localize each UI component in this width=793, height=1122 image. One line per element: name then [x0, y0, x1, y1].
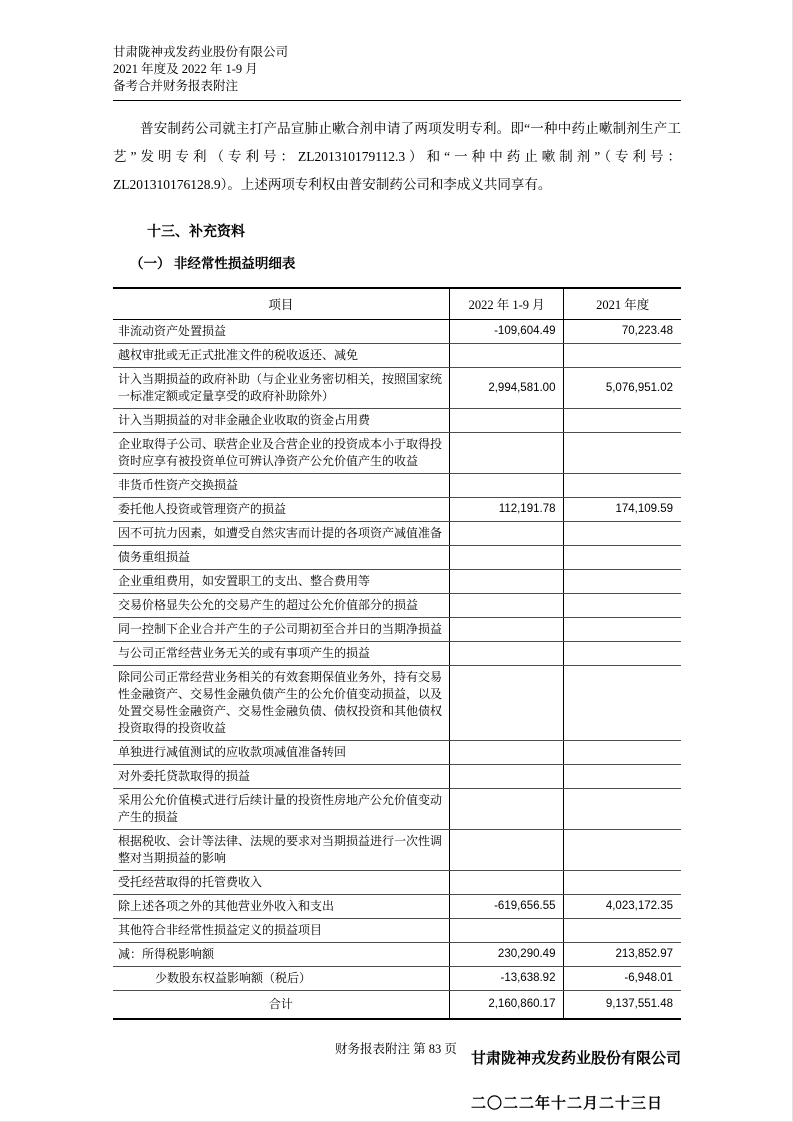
item-cell: 除上述各项之外的其他营业外收入和支出 [113, 895, 449, 919]
value-2022-cell [449, 409, 564, 433]
value-2021-cell [564, 830, 681, 871]
value-2021-cell [564, 344, 681, 368]
value-2022-cell [449, 522, 564, 546]
value-2022-cell [449, 830, 564, 871]
item-cell: 合计 [113, 991, 449, 1020]
subsection-heading: （一） 非经常性损益明细表 [130, 256, 296, 271]
item-cell: 同一控制下企业合并产生的子公司期初至合并日的当期净损益 [113, 618, 449, 642]
value-2021-cell [564, 789, 681, 830]
value-2021-cell [564, 433, 681, 474]
item-cell: 企业取得子公司、联营企业及合营企业的投资成本小于取得投资时应享有被投资单位可辨认净资产公允价值产生的收益 [113, 433, 449, 474]
item-cell: 少数股东权益影响额（税后） [113, 967, 449, 991]
table-row [113, 871, 681, 895]
value-2021-cell: 9,137,551.48 [605, 998, 673, 1010]
value-2022-cell [449, 474, 564, 498]
value-2022-cell: 2,994,581.00 [449, 368, 564, 409]
value-2022-cell: -109,604.49 [449, 320, 564, 344]
value-2022-cell [449, 741, 564, 765]
document-header [113, 44, 681, 95]
table-row [113, 368, 681, 409]
item-cell: 减：所得税影响额 [113, 943, 449, 967]
item-cell: 采用公允价值模式进行后续计量的投资性房地产公允价值变动产生的损益 [113, 789, 449, 830]
page-footer: 财务报表附注 第 83 页 [335, 1042, 457, 1056]
value-2021-cell: 174,109.59 [564, 498, 681, 522]
table-header [113, 288, 681, 320]
value-2021-cell [564, 919, 681, 943]
value-2021-cell: 4,023,172.35 [564, 895, 681, 919]
report-period-header: 2021 年度及 2022 年 1-9 月 [113, 62, 258, 76]
signature-date: 二〇二二年十二月二十三日 [470, 1096, 663, 1112]
value-2021-cell [564, 765, 681, 789]
item-cell: 根据税收、会计等法律、法规的要求对当期损益进行一次性调整对当期损益的影响 [113, 830, 449, 871]
value-2022-cell [449, 789, 564, 830]
item-cell: 单独进行减值测试的应收款项减值准备转回 [113, 741, 449, 765]
table-row [113, 666, 681, 741]
table-row [113, 522, 681, 546]
value-2021-cell [564, 666, 681, 741]
value-2022-cell [449, 570, 564, 594]
table-row [113, 570, 681, 594]
value-2022-cell [449, 546, 564, 570]
table-row [113, 642, 681, 666]
table-row [113, 765, 681, 789]
value-2022-cell [449, 642, 564, 666]
value-2021-cell [564, 594, 681, 618]
table-row [113, 895, 681, 919]
value-2021-cell [564, 474, 681, 498]
value-2021-cell [564, 546, 681, 570]
value-2022-cell: -619,656.55 [449, 895, 564, 919]
value-2021-cell: 70,223.48 [564, 320, 681, 344]
value-2022-cell [449, 919, 564, 943]
table-header-row [113, 288, 681, 320]
table-row [113, 741, 681, 765]
value-2022-cell: -13,638.92 [449, 967, 564, 991]
item-cell: 非流动资产处置损益 [113, 320, 449, 344]
table-row [113, 320, 681, 344]
company-name-header: 甘肃陇神戎发药业股份有限公司 [113, 45, 289, 59]
table-row [113, 967, 681, 991]
report-title-header: 备考合并财务报表附注 [113, 79, 239, 93]
item-cell: 因不可抗力因素，如遭受自然灾害而计提的各项资产减值准备 [113, 522, 449, 546]
value-2021-cell [564, 618, 681, 642]
table-row [113, 789, 681, 830]
signature-company: 甘肃陇神戎发药业股份有限公司 [470, 1051, 681, 1067]
table-row [113, 433, 681, 474]
table-row [113, 594, 681, 618]
value-2022-cell [449, 344, 564, 368]
value-2022-cell [449, 618, 564, 642]
item-cell: 计入当期损益的政府补助（与企业业务密切相关，按照国家统一标准定额或定量享受的政府补助除外） [113, 368, 449, 409]
column-header-2021: 2021 年度 [564, 288, 681, 320]
table-row [113, 409, 681, 433]
table-row [113, 919, 681, 943]
value-2022-cell [449, 594, 564, 618]
value-2022-cell [449, 433, 564, 474]
item-cell: 债务重组损益 [113, 546, 449, 570]
table-body [113, 320, 681, 1020]
column-header-2022: 2022 年 1-9 月 [449, 288, 564, 320]
value-2022-cell [449, 871, 564, 895]
table-row [113, 830, 681, 871]
value-2022-cell: 230,290.49 [449, 943, 564, 967]
item-cell: 受托经营取得的托管费收入 [113, 871, 449, 895]
table-row [113, 498, 681, 522]
table-row [113, 943, 681, 967]
item-cell: 委托他人投资或管理资产的损益 [113, 498, 449, 522]
value-2022-cell: 112,191.78 [449, 498, 564, 522]
patent-paragraph: 普安制药公司就主打产品宣肺止嗽合剂申请了两项发明专利。即“一种中药止嗽制剂生产工艺”发明专利（专利号：ZL201310179112.3）和“一种中药止嗽制剂”（专利号：ZL201310176128.9）。上述两项专利权由普安制药公司和李成义共同享有。 [113, 121, 681, 192]
item-cell: 越权审批或无正式批准文件的税收返还、减免 [113, 344, 449, 368]
value-2021-cell: -6,948.01 [564, 967, 681, 991]
value-2021-cell [564, 522, 681, 546]
table-row [113, 618, 681, 642]
item-cell: 与公司正常经营业务无关的或有事项产生的损益 [113, 642, 449, 666]
value-2021-cell: 213,852.97 [564, 943, 681, 967]
value-2022-cell [449, 666, 564, 741]
item-cell: 计入当期损益的对非金融企业收取的资金占用费 [113, 409, 449, 433]
item-cell: 除同公司正常经营业务相关的有效套期保值业务外，持有交易性金融资产、交易性金融负债产生的公允价值变动损益，以及处置交易性金融资产、交易性金融负债、债权投资和其他债权投资取得的投资收益 [113, 666, 449, 741]
item-cell: 对外委托贷款取得的损益 [113, 765, 449, 789]
table-row [113, 991, 681, 1020]
value-2021-cell: 5,076,951.02 [564, 368, 681, 409]
table-row [113, 474, 681, 498]
column-header-item: 项目 [113, 288, 449, 320]
non-recurring-items-table [113, 287, 681, 1020]
item-cell: 交易价格显失公允的交易产生的超过公允价值部分的损益 [113, 594, 449, 618]
table-row [113, 344, 681, 368]
item-cell: 其他符合非经常性损益定义的损益项目 [113, 919, 449, 943]
item-cell: 企业重组费用，如安置职工的支出、整合费用等 [113, 570, 449, 594]
value-2021-cell [564, 409, 681, 433]
value-2021-cell [564, 741, 681, 765]
value-2022-cell [449, 765, 564, 789]
value-2021-cell [564, 871, 681, 895]
section-heading: 十三、补充资料 [147, 225, 245, 240]
item-cell: 非货币性资产交换损益 [113, 474, 449, 498]
header-divider [113, 100, 681, 101]
table-row [113, 546, 681, 570]
value-2021-cell [564, 642, 681, 666]
value-2022-cell: 2,160,860.17 [449, 991, 564, 1020]
value-2021-cell [564, 570, 681, 594]
